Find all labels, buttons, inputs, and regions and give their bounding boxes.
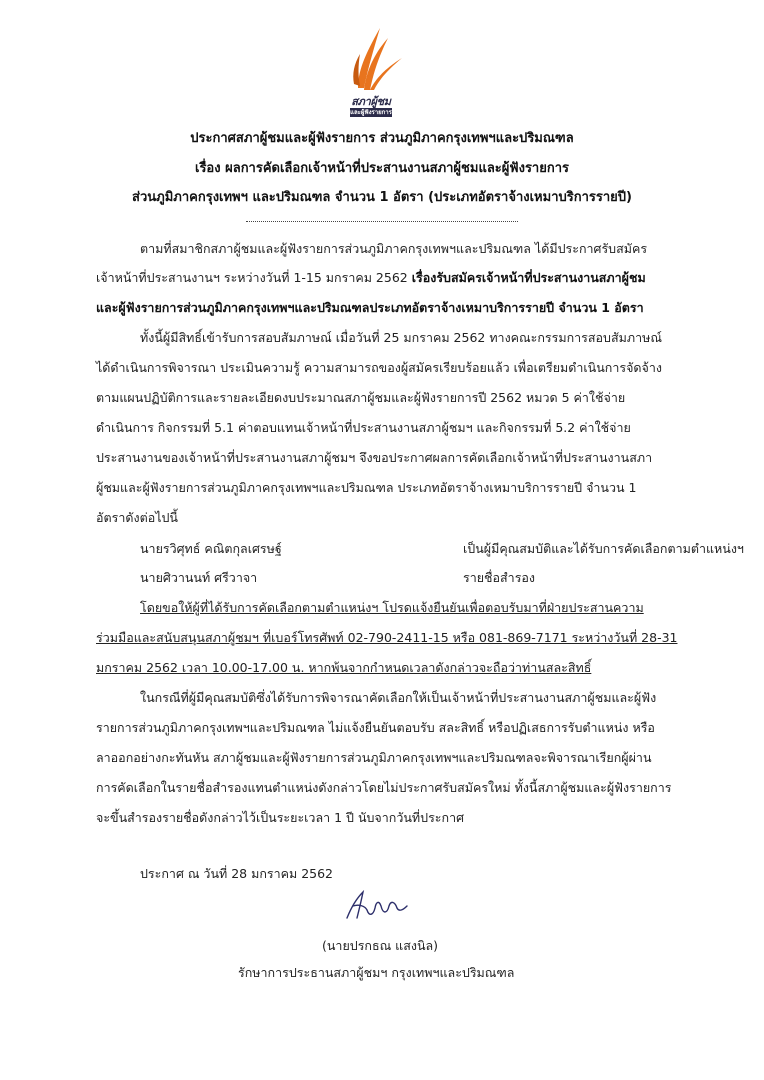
p1-line-2 bbox=[96, 268, 646, 288]
result-status: รายชื่อสำรอง bbox=[463, 570, 536, 585]
result-name: นายรวิศุทธ์ คณิตกุลเศรษฐ์ bbox=[140, 541, 282, 556]
result-row-selected bbox=[140, 539, 744, 559]
p2-line-1: ทั้งนี้ผู้มีสิทธิ์เข้ารับการสอบสัมภาษณ์ เมื่อวันที่ 25 มกราคม 2562 ทางคณะกรรมการสอบสัมภาษณ์ bbox=[140, 330, 662, 345]
feather-flame-icon bbox=[336, 24, 406, 94]
handwritten-signature bbox=[343, 888, 409, 924]
p2-line-7: อัตราดังต่อไปนี้ bbox=[96, 510, 178, 525]
p3-line-3: มกราคม 2562 เวลา 10.00-17.00 น. หากพ้นจากกำหนดเวลาดังกล่าวจะถือว่าท่านสละสิทธิ์ bbox=[96, 660, 592, 675]
signer-name: (นายปรกธณ แสงนิล) bbox=[322, 938, 439, 953]
heading-line-3: ส่วนภูมิภาคกรุงเทพฯ และปริมณฑล จำนวน 1 อัตรา (ประเภทอัตราจ้างเหมาบริการรายปี) bbox=[132, 190, 632, 205]
heading-line-2: เรื่อง ผลการคัดเลือกเจ้าหน้าที่ประสานงานสภาผู้ชมและผู้ฟังรายการ bbox=[195, 161, 569, 176]
p4-line-3: ลาออกอย่างกะทันหัน สภาผู้ชมและผู้ฟังรายการส่วนภูมิภาคกรุงเทพฯและปริมณฑลจะพิจารณาเรียกผู้ผ่าน bbox=[96, 750, 652, 765]
signer-title: รักษาการประธานสภาผู้ชมฯ กรุงเทพฯและปริมณฑล bbox=[238, 965, 515, 980]
dotted-divider bbox=[246, 221, 518, 222]
result-status: เป็นผู้มีคุณสมบัติและได้รับการคัดเลือกตามตำแหน่งฯ bbox=[463, 541, 744, 556]
p1-line-1: ตามที่สมาชิกสภาผู้ชมและผู้ฟังรายการส่วนภูมิภาคกรุงเทพฯและปริมณฑล ได้มีประกาศรับสมัคร bbox=[140, 241, 648, 256]
announce-date: ประกาศ ณ วันที่ 28 มกราคม 2562 bbox=[140, 866, 334, 881]
result-row-reserve bbox=[140, 568, 700, 588]
p4-line-5: จะขึ้นสำรองรายชื่อดังกล่าวไว้เป็นระยะเวลา 1 ปี นับจากวันที่ประกาศ bbox=[96, 810, 465, 825]
p1-line-2-text: เจ้าหน้าที่ประสานงานฯ ระหว่างวันที่ 1-15 มกราคม 2562 bbox=[96, 270, 412, 285]
p2-line-5: ประสานงานของเจ้าหน้าที่ประสานงานสภาผู้ชมฯ จึงขอประกาศผลการคัดเลือกเจ้าหน้าที่ประสานงานสภา bbox=[96, 450, 653, 465]
p2-line-2: ได้ดำเนินการพิจารณา ประเมินความรู้ ความสามารถของผู้สมัครเรียบร้อยแล้ว เพื่อเตรียมดำเนินการจัดจ้าง bbox=[96, 360, 662, 375]
p4-line-2: รายการส่วนภูมิภาคกรุงเทพฯและปริมณฑล ไม่แจ้งยืนยันตอบรับ สละสิทธิ์ หรือปฏิเสธการรับตำแหน่ง หรือ bbox=[96, 720, 655, 735]
heading-line-1: ประกาศสภาผู้ชมและผู้ฟังรายการ ส่วนภูมิภาคกรุงเทพฯและปริมณฑล bbox=[190, 131, 574, 146]
p2-line-4: ดำเนินการ กิจกรรมที่ 5.1 ค่าตอบแทนเจ้าหน้าที่ประสานงานสภาผู้ชมฯ และกิจกรรมที่ 5.2 ค่าใช้จ่าย bbox=[96, 420, 631, 435]
p1-line-3: และผู้ฟังรายการส่วนภูมิภาคกรุงเทพฯและปริมณฑลประเภทอัตราจ้างเหมาบริการรายปี จำนวน 1 อัตรา bbox=[96, 300, 644, 315]
p4-line-1: ในกรณีที่ผู้มีคุณสมบัติซึ่งได้รับการพิจารณาคัดเลือกให้เป็นเจ้าหน้าที่ประสานงานสภาผู้ชมและผู้ฟัง bbox=[140, 690, 657, 705]
p4-line-4: การคัดเลือกในรายชื่อสำรองแทนตำแหน่งดังกล่าวโดยไม่ประกาศรับสมัครใหม่ ทั้งนี้สภาผู้ชมและผู้ฟังรายการ bbox=[96, 780, 672, 795]
p3-line-1: โดยขอให้ผู้ที่ได้รับการคัดเลือกตามตำแหน่งฯ โปรดแจ้งยืนยันเพื่อตอบรับมาที่ฝ่ายประสานความ bbox=[140, 600, 644, 615]
p3-line-2: ร่วมมือและสนับสนุนสภาผู้ชมฯ ที่เบอร์โทรศัพท์ 02-790-2411-15 หรือ 081-869-7171 ระหว่างวันที่ 28-31 bbox=[96, 630, 678, 645]
p1-line-2-bold: เรื่องรับสมัครเจ้าหน้าที่ประสานงานสภาผู้ชม bbox=[411, 270, 646, 285]
p2-line-6: ผู้ชมและผู้ฟังรายการส่วนภูมิภาคกรุงเทพฯและปริมณฑล ประเภทอัตราจ้างเหมาบริการรายปี จำนวน 1 bbox=[96, 480, 637, 495]
p2-line-3: ตามแผนปฏิบัติการและรายละเอียดงบประมาณสภาผู้ชมและผู้ฟังรายการปี 2562 หมวด 5 ค่าใช้จ่าย bbox=[96, 390, 626, 405]
logo-subtitle: และผู้ฟังรายการ bbox=[350, 109, 392, 116]
result-name: นายศิวานนท์ ศรีวาจา bbox=[140, 570, 258, 585]
council-logo bbox=[336, 24, 406, 122]
logo-name: สภาผู้ชม bbox=[351, 95, 391, 108]
